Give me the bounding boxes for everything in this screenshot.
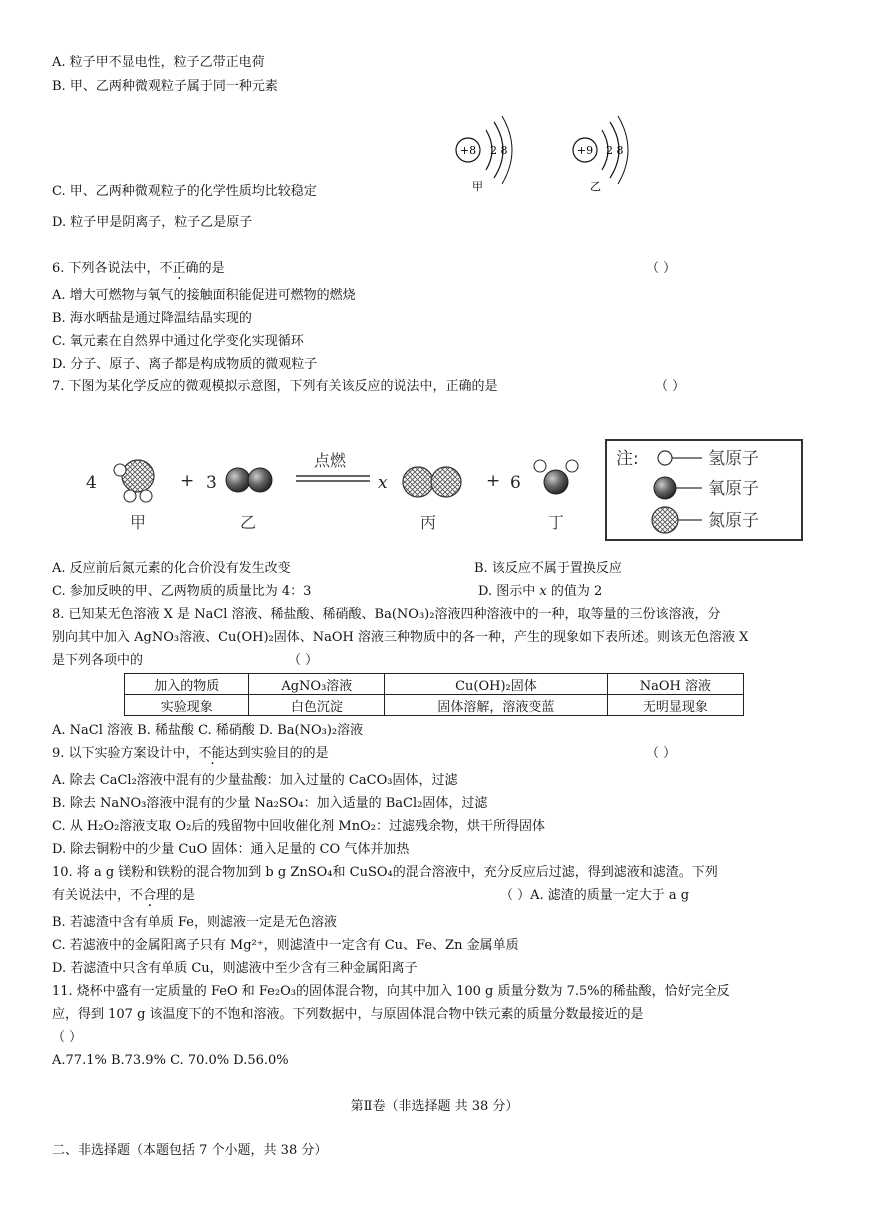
q6-option-d: D. 分子、原子、离子都是构成物质的微观粒子 [52, 357, 318, 372]
atom2-nucleus-charge: +9 [576, 144, 594, 157]
q9-stem-pre: 9. 以下实验方案设计中， [52, 746, 199, 761]
q10-option-d: D. 若滤渣中只含有单质 Cu，则滤液中至少含有三种金属阳离子 [52, 961, 418, 976]
q7-option-a: A. 反应前后氮元素的化合价没有发生改变 [52, 561, 291, 576]
q8-line-3: 是下列各项中的 [52, 653, 144, 668]
q9-option-d: D. 除去铜粉中的少量 CuO 固体：通入足量的 CO 气体并加热 [52, 842, 410, 857]
q9-option-a: A. 除去 CaCl₂溶液中混有的少量盐酸：加入过量的 CaCO₃固体，过滤 [52, 773, 458, 788]
atom-structure-figure [440, 108, 660, 198]
q11-line-1: 11. 烧杯中盛有一定质量的 FeO 和 Fe₂O₃的固体混合物，向其中加入 100 g 质量分数为 7.5%的稀盐酸，恰好完全反 [52, 984, 730, 999]
q6-option-a: A. 增大可燃物与氧气的接触面积能促进可燃物的燃烧 [52, 288, 356, 303]
table-cell: Cu(OH)₂固体 [385, 674, 608, 695]
table-cell: AgNO₃溶液 [249, 674, 385, 695]
q9-stem [52, 745, 329, 763]
q6-stem-key: 不正确 [159, 261, 199, 276]
q8-line-1: 8. 已知某无色溶液 X 是 NaCl 溶液、稀盐酸、稀硝酸、Ba(NO₃)₂溶液四种溶液中的一种，取等量的三份该溶液，分 [52, 607, 721, 622]
q6-option-b: B. 海水晒盐是通过降温结晶实现的 [52, 311, 252, 326]
q8-options: A. NaCl 溶液 B. 稀盐酸 C. 稀硝酸 D. Ba(NO₃)₂溶液 [52, 723, 364, 738]
q8-answer-paren: （ ） [288, 653, 319, 668]
table-cell: 实验现象 [125, 695, 249, 716]
q10-line-2-post: 的是 [169, 888, 196, 903]
molecule-jia [114, 460, 154, 502]
q10-line-2-key: 不合理 [130, 888, 170, 903]
q7-answer-paren: （ ） [655, 379, 686, 394]
q6-option-c: C. 氧元素在自然界中通过化学变化实现循环 [52, 334, 304, 349]
molecule-bing [403, 467, 461, 497]
molecule-ding [534, 460, 578, 494]
reaction-condition: 点燃 [314, 451, 347, 470]
part-2-heading: 二、非选择题（本题包括 7 个小题，共 38 分） [52, 1143, 328, 1158]
q9-stem-post: 达到实验目的的是 [224, 746, 329, 761]
legend-oxygen-symbol [654, 477, 676, 499]
table-cell: NaOH 溶液 [607, 674, 743, 695]
legend-oxygen-label: 氧原子 [708, 479, 759, 499]
q8-table [124, 673, 744, 716]
legend-hydrogen-symbol [658, 451, 672, 465]
q6-stem-post: 的是 [198, 261, 225, 276]
label-bing: 丙 [420, 513, 437, 532]
q7-option-c: C. 参加反映的甲、乙两物质的质量比为 4：3 [52, 584, 312, 599]
q10-option-b: B. 若滤渣中含有单质 Fe，则滤液一定是无色溶液 [52, 915, 337, 930]
table-cell: 白色沉淀 [249, 695, 385, 716]
section-2-title: 第Ⅱ卷（非选择题 共 38 分） [350, 1099, 519, 1114]
plus-sign-1: + [180, 471, 195, 491]
q5-option-c: C. 甲、乙两种微观粒子的化学性质均比较稳定 [52, 184, 317, 199]
table-cell: 固体溶解，溶液变蓝 [385, 695, 608, 716]
q10-line-2-pre: 有关说法中， [52, 888, 131, 903]
atom1-electrons: 2 8 [490, 144, 508, 157]
table-cell: 加入的物质 [125, 674, 249, 695]
atom2-label: 乙 [590, 180, 601, 193]
q10-line-2 [52, 887, 195, 905]
q5-option-a: A. 粒子甲不显电性，粒子乙带正电荷 [52, 55, 265, 70]
q8-line-2: 别向其中加入 AgNO₃溶液、Cu(OH)₂固体、NaOH 溶液三种物质中的各一种，产生的现象如下表所述。则该无色溶液 X [52, 630, 749, 645]
legend-title: 注: [616, 449, 639, 469]
plus-sign-2: + [486, 471, 501, 491]
q7-stem: 7. 下图为某化学反应的微观模拟示意图，下列有关该反应的说法中，正确的是 [52, 379, 498, 394]
q11-answer-paren: （ ） [52, 1030, 83, 1045]
legend-hydrogen-label: 氢原子 [708, 449, 759, 469]
legend-nitrogen-label: 氮原子 [708, 511, 759, 531]
atom1-nucleus-charge: +8 [459, 144, 477, 157]
molecule-yi [226, 468, 272, 492]
coef-yi: 3 [206, 473, 217, 493]
q9-option-b: B. 除去 NaNO₃溶液中混有的少量 Na₂SO₄：加入适量的 BaCl₂固体，过滤 [52, 796, 488, 811]
label-yi: 乙 [240, 513, 257, 532]
legend-nitrogen-symbol [652, 507, 678, 533]
coef-jia: 4 [86, 473, 97, 493]
table-row [125, 695, 744, 716]
q7-option-d-pre: D. 图示中 [478, 584, 540, 599]
q7-option-d-var: x [539, 584, 547, 599]
q9-answer-paren: （ ） [646, 746, 677, 761]
q10-paren-and-option-a: （ ）A. 滤渣的质量一定大于 a g [500, 888, 690, 903]
atom1-label: 甲 [472, 180, 483, 193]
reaction-diagram [80, 432, 820, 544]
q10-option-c: C. 若滤液中的金属阳离子只有 Mg²⁺，则滤渣中一定含有 Cu、Fe、Zn 金属单质 [52, 938, 519, 953]
q6-stem-pre: 6. 下列各说法中， [52, 261, 160, 276]
coef-ding: 6 [510, 473, 521, 493]
atom2-electrons: 2 8 [606, 144, 624, 157]
q5-option-b: B. 甲、乙两种微观粒子属于同一种元素 [52, 79, 278, 94]
q6-answer-paren: （ ） [646, 261, 677, 276]
q11-options: A.77.1% B.73.9% C. 70.0% D.56.0% [52, 1053, 289, 1068]
q7-option-b: B. 该反应不属于置换反应 [474, 561, 622, 576]
coef-bing: x [378, 473, 388, 493]
label-jia: 甲 [130, 513, 147, 532]
q9-stem-key: 不能 [198, 746, 225, 761]
q6-stem [52, 260, 225, 278]
table-cell: 无明显现象 [607, 695, 743, 716]
q10-line-1: 10. 将 a g 镁粉和铁粉的混合物加到 b g ZnSO₄和 CuSO₄的混合溶液中，充分反应后过滤，得到滤液和滤渣。下列 [52, 865, 718, 880]
q7-option-d [478, 583, 602, 601]
label-ding: 丁 [548, 513, 565, 532]
table-row [125, 674, 744, 695]
q9-option-c: C. 从 H₂O₂溶液支取 O₂后的残留物中回收催化剂 MnO₂：过滤残余物，烘干所得固体 [52, 819, 545, 834]
q7-option-d-post: 的值为 2 [546, 584, 603, 599]
q11-line-2: 应，得到 107 g 该温度下的不饱和溶液。下列数据中，与原固体混合物中铁元素的质量分数最接近的是 [52, 1007, 644, 1022]
q5-option-d: D. 粒子甲是阴离子，粒子乙是原子 [52, 215, 253, 230]
